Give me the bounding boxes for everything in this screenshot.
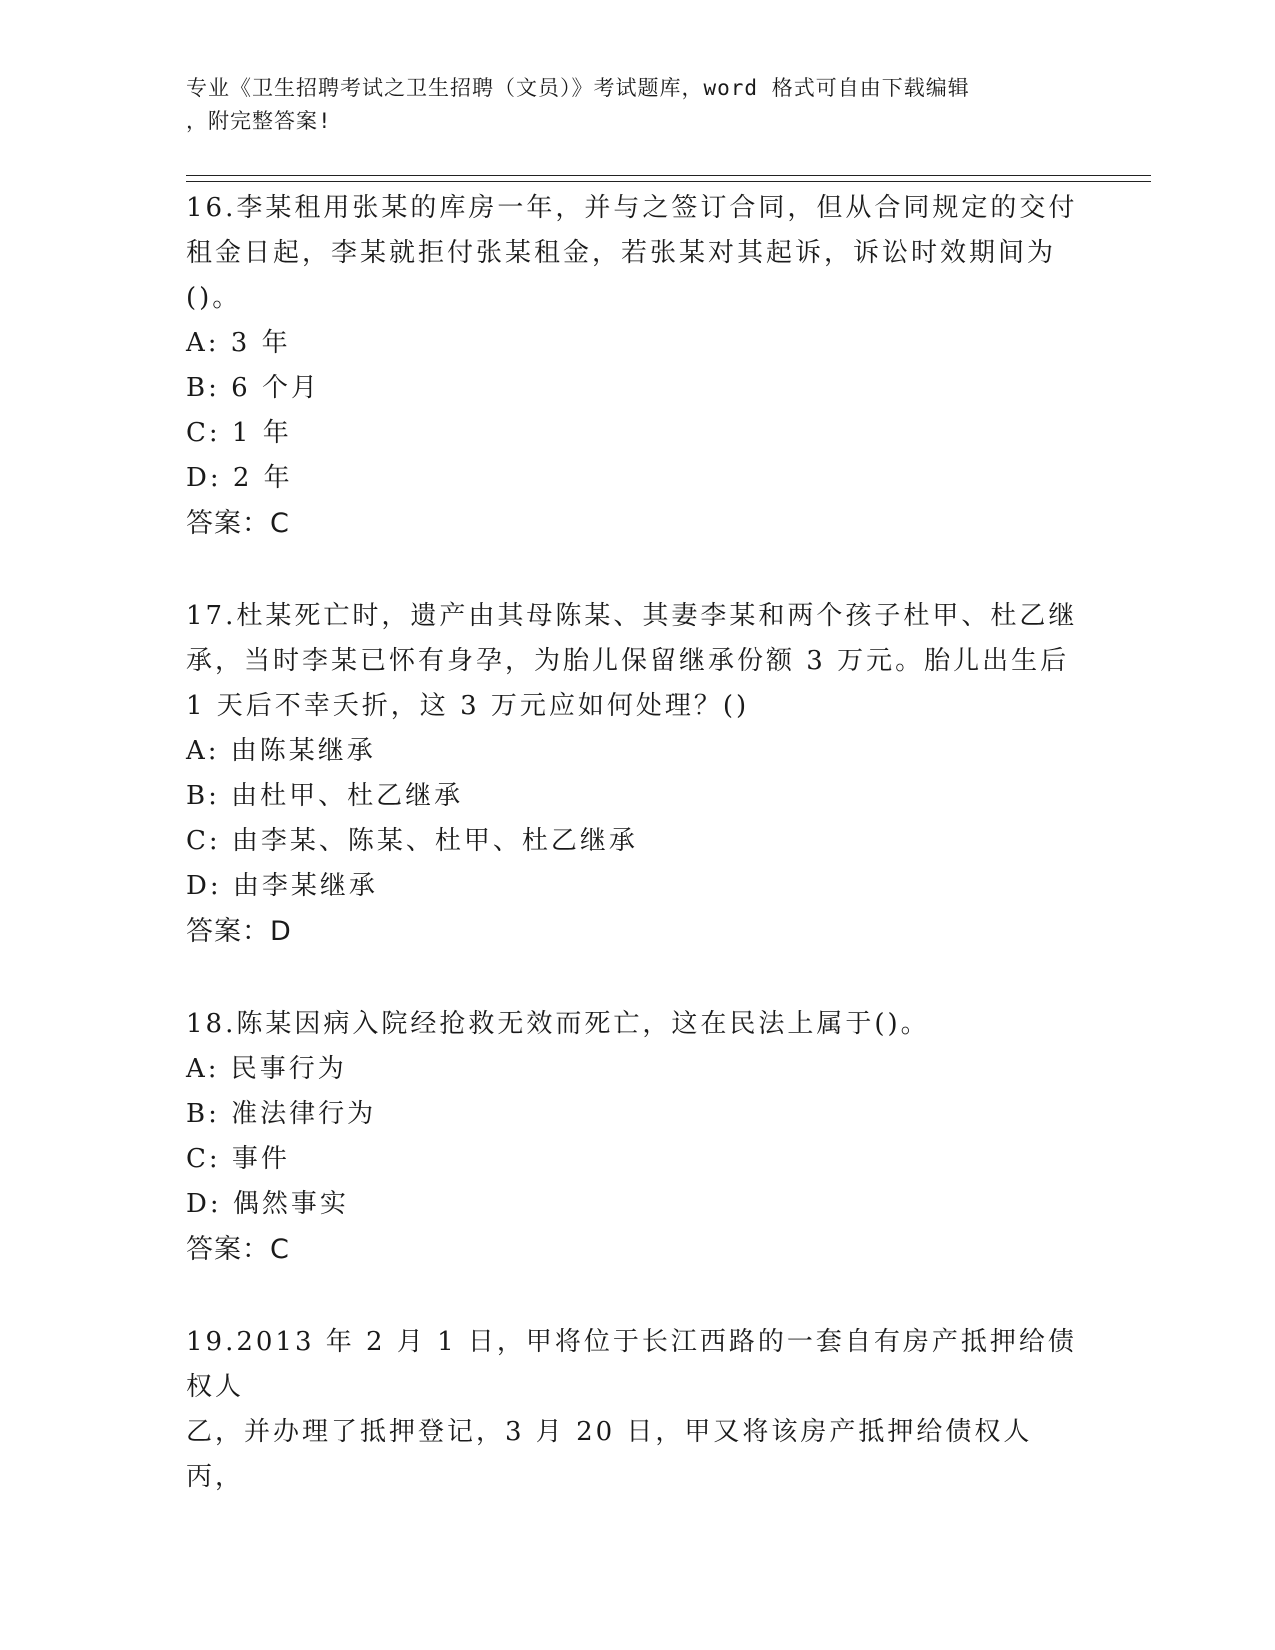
question-16-option-b: B: 6 个月: [186, 373, 320, 403]
question-spacer: [186, 1273, 1086, 1320]
question-16-option-d: D: 2 年: [186, 463, 293, 493]
question-19-line-1: 19.2013 年 2 月 1 日，甲将位于长江西路的一套自有房产抵押给债权人: [186, 1327, 1077, 1402]
header-divider-bottom: [186, 181, 1151, 182]
question-17-line-2: 承，当时李某已怀有身孕，为胎儿保留继承份额 3 万元。胎儿出生后: [186, 646, 1070, 676]
question-18: [186, 1002, 1086, 1273]
question-16-option-c: C: 1 年: [186, 418, 292, 448]
question-19: [186, 1320, 1086, 1500]
question-16-answer: 答案：C: [186, 508, 290, 539]
question-17-option-b: B: 由杜甲、杜乙继承: [186, 781, 464, 811]
question-16-line-3: ()。: [186, 283, 242, 313]
question-18-option-a: A: 民事行为: [186, 1054, 347, 1084]
question-16-line-2: 租金日起，李某就拒付张某租金，若张某对其起诉，诉讼时效期间为: [186, 238, 1057, 268]
question-18-option-c: C: 事件: [186, 1144, 290, 1174]
question-16: [186, 186, 1086, 547]
question-17-answer: 答案：D: [186, 916, 292, 947]
question-list: [186, 186, 1086, 1500]
question-17-line-1: 17.杜某死亡时，遗产由其母陈某、其妻李某和两个孩子杜甲、杜乙继: [186, 601, 1078, 631]
question-17-option-a: A: 由陈某继承: [186, 736, 376, 766]
header-divider-top: [186, 175, 1151, 176]
question-17-option-d: D: 由李某继承: [186, 871, 378, 901]
question-17: [186, 594, 1086, 955]
question-spacer: [186, 547, 1086, 594]
question-18-answer: 答案：C: [186, 1234, 290, 1265]
question-18-line-1: 18.陈某因病入院经抢救无效而死亡，这在民法上属于()。: [186, 1009, 930, 1039]
question-18-option-b: B: 准法律行为: [186, 1099, 377, 1129]
question-spacer: [186, 955, 1086, 1002]
question-18-option-d: D: 偶然事实: [186, 1189, 349, 1219]
question-16-option-a: A: 3 年: [186, 328, 291, 358]
header-line-1: 专业《卫生招聘考试之卫生招聘（文员）》考试题库，word 格式可自由下载编辑: [186, 76, 970, 100]
document-header: [186, 72, 1066, 138]
question-19-line-2: 乙，并办理了抵押登记，3 月 20 日，甲又将该房产抵押给债权人丙，: [186, 1417, 1033, 1492]
question-16-line-1: 16.李某租用张某的库房一年，并与之签订合同，但从合同规定的交付: [186, 193, 1078, 223]
question-17-line-3: 1 天后不幸夭折，这 3 万元应如何处理？(): [186, 691, 750, 721]
header-line-2: ，附完整答案!: [186, 109, 332, 133]
question-17-option-c: C: 由李某、陈某、杜甲、杜乙继承: [186, 826, 638, 856]
